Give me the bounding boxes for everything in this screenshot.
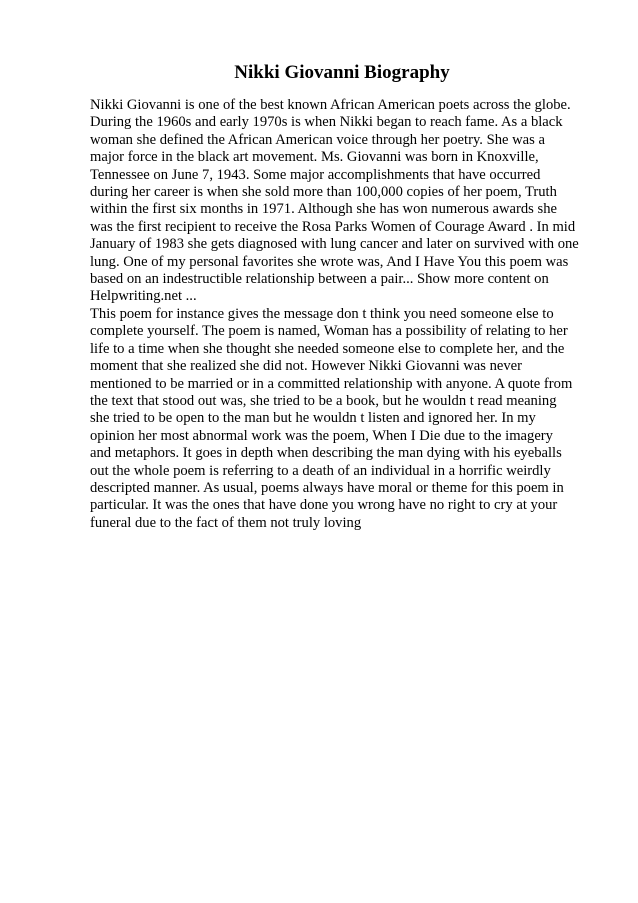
body-line: within the first six months in 1971. Although she has won numerous awards she [90,201,557,218]
body-line: This poem for instance gives the message don t think you need someone else to [90,305,554,322]
body-line: descripted manner. As usual, poems always have moral or theme for this poem in [90,479,564,496]
body-line: mentioned to be married or in a committed relationship with anyone. A quote from [90,375,573,392]
body-line: particular. It was the ones that have done you wrong have no right to cry at your [90,497,558,514]
body-line: life to a time when she thought she needed someone else to complete her, and the [90,340,565,357]
body-line: she tried to be open to the man but he wouldn t listen and ignored her. In my [90,410,536,427]
body-line: Nikki Giovanni is one of the best known African American poets across the globe. [90,97,571,113]
body-line: the text that stood out was, she tried to be a book, but he wouldn t read meaning [90,392,557,409]
body-line: moment that she realized she did not. However Nikki Giovanni was never [90,358,523,375]
body-line: funeral due to the fact of them not truly loving [90,514,362,531]
body-line: complete yourself. The poem is named, Woman has a possibility of relating to her [90,323,568,340]
document-title: Nikki Giovanni Biography [234,62,450,83]
body-line: during her career is when she sold more than 100,000 copies of her poem, Truth [90,184,557,201]
body-line: out the whole poem is referring to a death of an individual in a horrific weirdly [90,462,551,479]
body-line: During the 1960s and early 1970s is when Nikki began to reach fame. As a black [90,114,563,131]
body-line: January of 1983 she gets diagnosed with lung cancer and later on survived with one [90,236,579,253]
body-line: woman she defined the African American voice through her poetry. She was a [90,131,545,148]
body-line: Tennessee on June 7, 1943. Some major accomplishments that have occurred [90,166,541,183]
body-line: based on an indestructible relationship between a pair... Show more content on [90,271,549,288]
body-line: major force in the black art movement. Ms. Giovanni was born in Knoxville, [90,149,539,166]
body-line: was the first recipient to receive the Rosa Parks Women of Courage Award . In mid [90,218,576,235]
body-line: and metaphors. It goes in depth when describing the man dying with his eyeballs [90,445,562,462]
document-body [90,97,590,532]
body-line: opinion her most abnormal work was the poem, When I Die due to the imagery [90,427,553,444]
body-line: Helpwriting.net ... [90,288,197,305]
body-line: lung. One of my personal favorites she wrote was, And I Have You this poem was [90,253,569,270]
